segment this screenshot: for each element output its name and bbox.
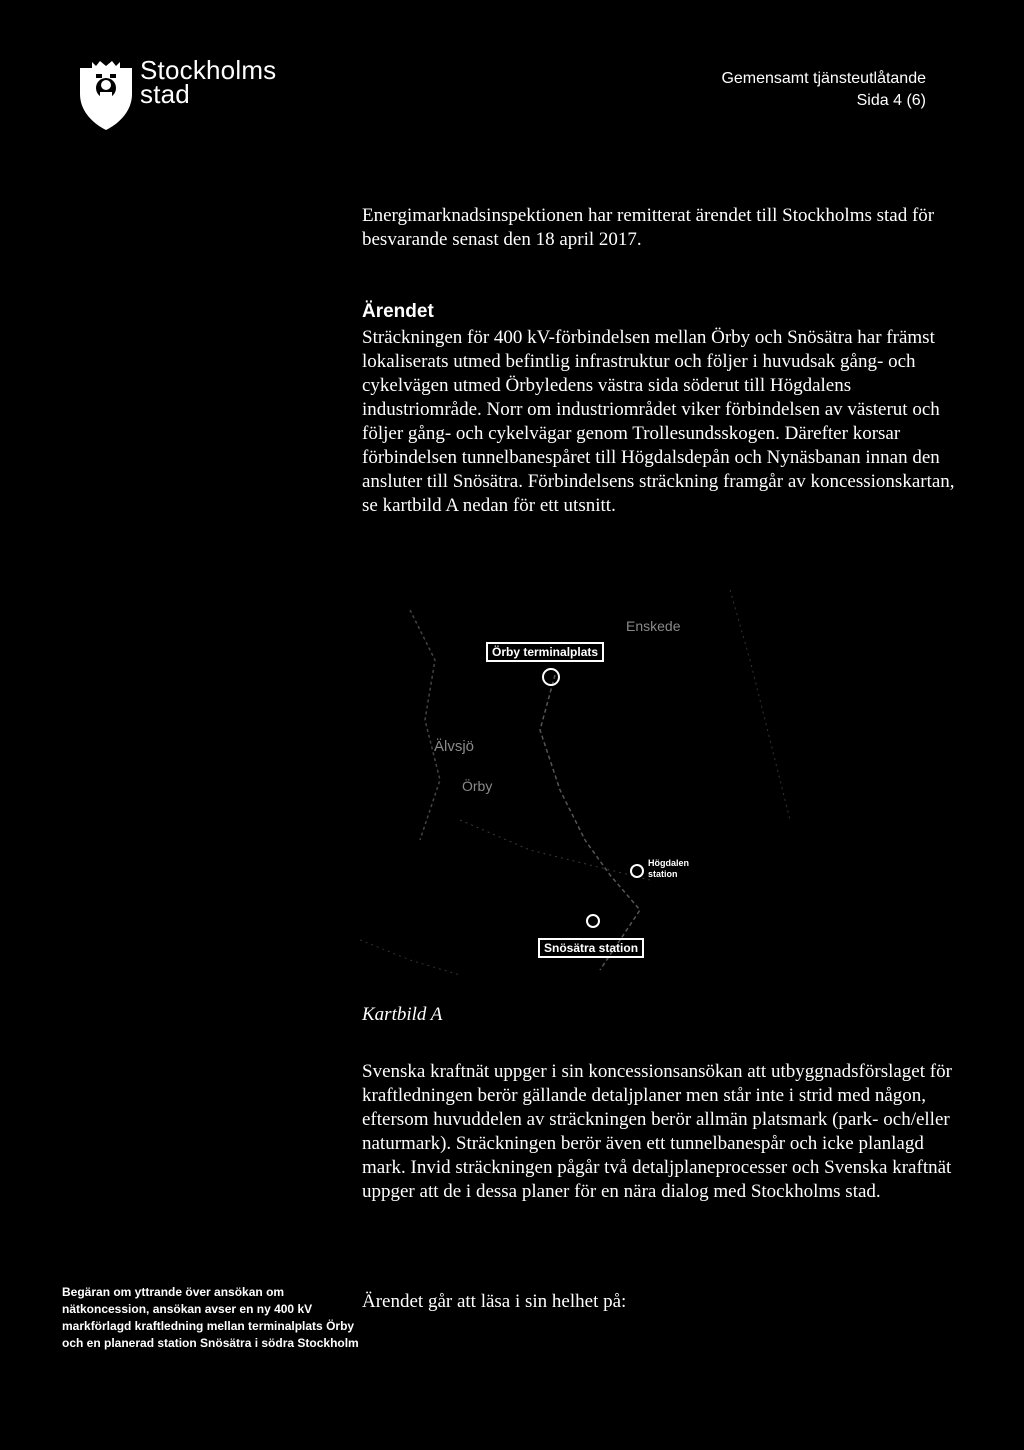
document-type: Gemensamt tjänsteutlåtande: [721, 70, 926, 87]
logo-wordmark: [140, 55, 277, 109]
orby-terminal-marker: [542, 668, 560, 686]
closing-text: Ärendet går att läsa i sin helhet på:: [362, 1291, 627, 1312]
document-subject-note: Begäran om yttrande över ansökan om nätkoncession, ansökan avser en ny 400 kV markförlagd kraftledning mellan terminalplats Örby och en planerad station Snösätra i södra Stockholm: [62, 1285, 359, 1350]
section-paragraph: [362, 326, 962, 518]
page-number: Sida 4 (6): [856, 92, 926, 109]
logo-line-1: Stockholms: [140, 55, 277, 85]
map-label-enskede: Enskede: [626, 618, 681, 634]
crest-icon: [78, 58, 134, 132]
map-label-orby-terminal: Örby terminalplats: [486, 642, 604, 662]
section-heading: Ärendet: [362, 301, 434, 322]
map-label-orby: Örby: [462, 778, 493, 794]
document-meta: [721, 68, 926, 112]
closing-paragraph: [362, 1290, 962, 1314]
concession-map: [350, 580, 820, 1000]
stockholm-logo: [78, 55, 277, 132]
logo-line-2: stad: [140, 79, 190, 109]
consultation-text: Svenska kraftnät uppger i sin koncessionsansökan att utbyggnadsförslaget för kraftledningen berör gällande detaljplaner men står inte i strid med någon, eftersom huvuddelen av sträckningen berör allmän platsmark (park- och/eller naturmark). Sträckningen berör även ett tunnelbanespår och icke planlagd mark. Invid sträckningen pågår två detaljplaneprocesser och Svenska kraftnät uppger att de i dessa planer för en nära dialog med Stockholms stad.: [362, 1061, 952, 1202]
map-label-hogdalen-station: Högdalen station: [648, 858, 690, 879]
intro-text: Energimarknadsinspektionen har remitterat ärendet till Stockholms stad för besvarande senast den 18 april 2017.: [362, 205, 935, 250]
snosatra-station-marker: [586, 914, 600, 928]
section-text: Sträckningen för 400 kV-förbindelsen mellan Örby och Snösätra har främst lokaliserats utmed befintlig infrastruktur och följer i huvudsak gång- och cykelvägen utmed Örbyledens västra sida söderut till Högdalens industriområde. Norr om industriområdet viker förbindelsen av västerut och följer gång- och cykelvägar genom Trollesundsskogen. Därefter korsar förbindelsen tunnelbanespåret till Högdalsdepån och Nynäsbanan innan den ansluter till Snösätra. Förbindelsens sträckning framgår av koncessionskartan, se kartbild A nedan för ett utsnitt.: [362, 327, 955, 516]
hogdalen-station-marker: [630, 864, 644, 878]
map-label-alvsjo: Älvsjö: [434, 738, 475, 755]
map-caption: Kartbild A: [362, 1004, 443, 1025]
consultation-paragraph: [362, 1060, 962, 1204]
intro-paragraph: [362, 204, 962, 252]
map-label-snosatra-station: Snösätra station: [538, 938, 644, 958]
